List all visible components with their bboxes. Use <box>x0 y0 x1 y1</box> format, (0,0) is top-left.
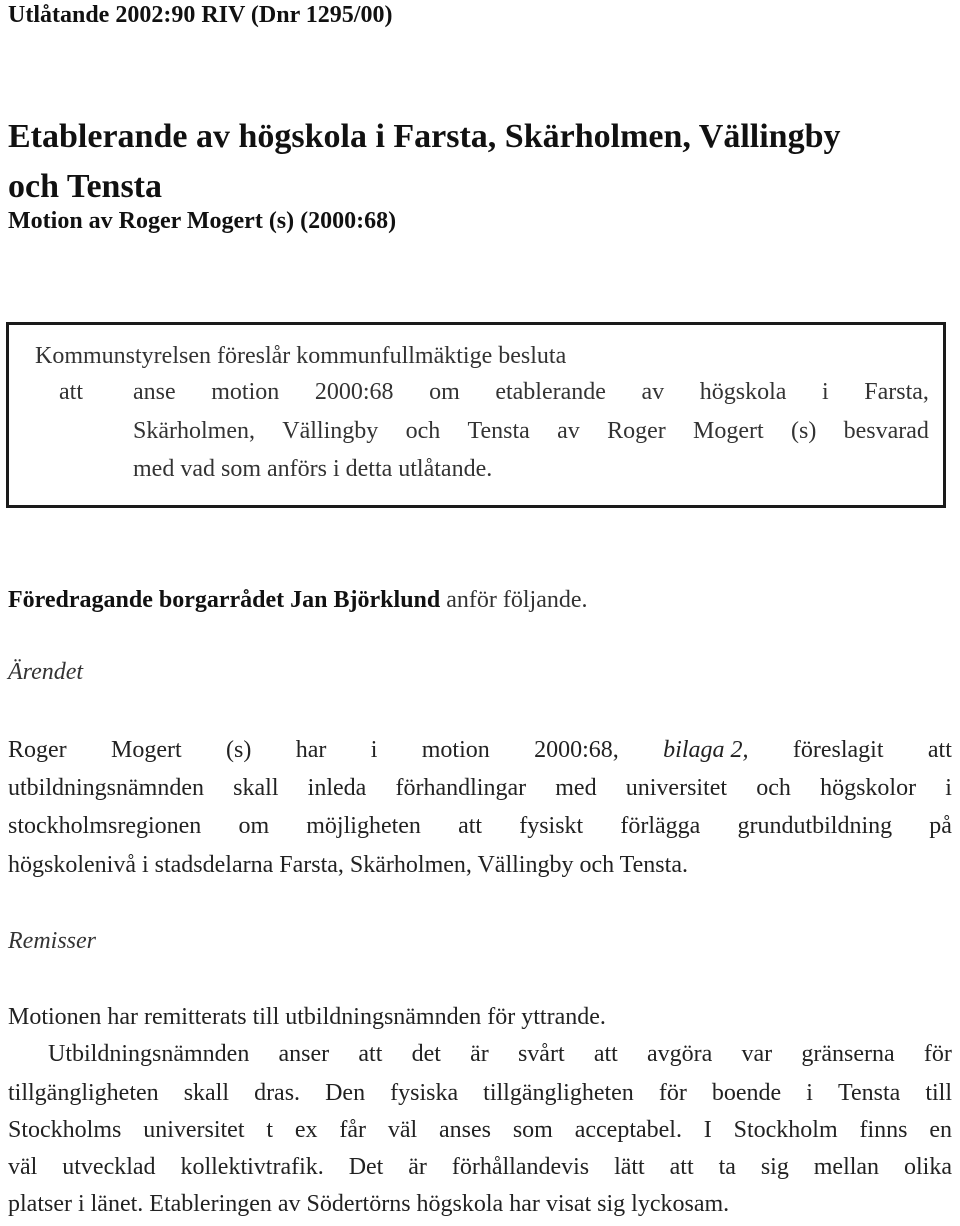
proposal-line-2 <box>133 418 929 445</box>
word: är <box>408 1154 427 1180</box>
word: fysiskt <box>519 813 584 839</box>
word: utbildningsnämnden <box>8 775 204 801</box>
remisser-line-2 <box>48 1041 952 1068</box>
word: får <box>339 1117 366 1143</box>
word: i <box>370 737 378 763</box>
word: skall <box>233 775 279 801</box>
title-line-1: Etablerande av högskola i Farsta, Skärholmen, Vällingby <box>8 118 841 155</box>
word: lätt <box>614 1154 645 1180</box>
word: etablerande <box>495 379 606 405</box>
word: Roger <box>8 737 67 763</box>
arendet-line-2 <box>8 775 952 802</box>
word: i <box>806 1080 813 1106</box>
word: som <box>512 1117 553 1143</box>
word: att <box>927 737 952 763</box>
word: boende <box>711 1080 782 1106</box>
word: Det <box>348 1154 384 1180</box>
proposal-intro: Kommunstyrelsen föreslår kommunfullmäktige besluta <box>35 343 567 369</box>
word: till <box>925 1080 952 1106</box>
word: väl <box>387 1117 418 1143</box>
word: det <box>411 1041 441 1067</box>
word: motion <box>211 379 280 405</box>
word: möjligheten <box>306 813 421 839</box>
word: fysiska <box>390 1080 459 1106</box>
arendet-line-1 <box>8 737 952 764</box>
word: med <box>555 775 597 801</box>
word: bilaga 2, <box>663 737 749 763</box>
word: av <box>557 418 580 444</box>
remisser-line-5 <box>8 1154 952 1181</box>
word: dras. <box>254 1080 301 1106</box>
word: tillgängligheten <box>483 1080 634 1106</box>
word: högskolor <box>820 775 917 801</box>
word: anser <box>278 1041 330 1067</box>
word: Skärholmen, <box>133 418 255 444</box>
word: finns <box>859 1117 908 1143</box>
word: besvarad <box>843 418 929 444</box>
word: att <box>593 1041 618 1067</box>
section-heading-arendet: Ärendet <box>8 659 84 685</box>
word: grundutbildning <box>737 813 893 839</box>
word: har <box>295 737 327 763</box>
word: på <box>929 813 952 839</box>
word: väl <box>8 1154 38 1180</box>
word: motion <box>421 737 490 763</box>
document-title <box>8 112 958 212</box>
title-line-2: och Tensta <box>8 168 162 205</box>
word: var <box>741 1041 773 1067</box>
word: en <box>929 1117 952 1143</box>
word: svårt <box>517 1041 565 1067</box>
presenter-line <box>8 587 588 614</box>
document-reference: Utlåtande 2002:90 RIV (Dnr 1295/00) <box>8 2 393 28</box>
word: för <box>658 1080 687 1106</box>
word: ex <box>294 1117 318 1143</box>
word: sig <box>760 1154 789 1180</box>
proposal-att-label: att <box>59 379 83 405</box>
word: att <box>669 1154 694 1180</box>
document-subtitle: Motion av Roger Mogert (s) (2000:68) <box>8 208 397 234</box>
word: Mogert <box>693 418 764 444</box>
proposal-box <box>6 322 946 508</box>
word: (s) <box>226 737 252 763</box>
word: I <box>703 1117 712 1143</box>
word: i <box>945 775 952 801</box>
word: anses <box>439 1117 491 1143</box>
word: anse <box>133 379 176 405</box>
word: förlägga <box>620 813 701 839</box>
word: är <box>470 1041 489 1067</box>
word: om <box>429 379 460 405</box>
word: skall <box>183 1080 230 1106</box>
word: (s) <box>790 418 817 444</box>
proposal-line-3: med vad som anförs i detta utlåtande. <box>133 456 493 482</box>
word: förhandlingar <box>395 775 527 801</box>
word: Tensta <box>837 1080 901 1106</box>
word: olika <box>903 1154 952 1180</box>
word: tillgängligheten <box>8 1080 159 1106</box>
presenter-rest: anför följande. <box>440 587 588 613</box>
word: stockholmsregionen <box>8 813 202 839</box>
word: 2000:68 <box>314 379 394 405</box>
word: universitet <box>625 775 728 801</box>
word: Stockholms <box>8 1117 122 1143</box>
word: högskola <box>699 379 787 405</box>
word: 2000:68, <box>534 737 619 763</box>
word: om <box>238 813 270 839</box>
word: och <box>756 775 791 801</box>
word: Mogert <box>111 737 182 763</box>
word: mellan <box>813 1154 880 1180</box>
word: Den <box>325 1080 366 1106</box>
word: kollektivtrafik. <box>180 1154 324 1180</box>
word: t <box>266 1117 274 1143</box>
proposal-line-1 <box>133 379 929 406</box>
word: att <box>358 1041 383 1067</box>
arendet-line-4: högskolenivå i stadsdelarna Farsta, Skärholmen, Vällingby och Tensta. <box>8 852 688 878</box>
arendet-line-3 <box>8 813 952 840</box>
word: för <box>923 1041 952 1067</box>
word: Vällingby <box>282 418 379 444</box>
word: Stockholm <box>733 1117 838 1143</box>
word: acceptabel. <box>574 1117 682 1143</box>
word: och <box>405 418 441 444</box>
word: Tensta <box>467 418 530 444</box>
word: Roger <box>607 418 666 444</box>
word: att <box>458 813 483 839</box>
word: universitet <box>143 1117 245 1143</box>
word: i <box>821 379 829 405</box>
word: Farsta, <box>864 379 929 405</box>
presenter-name: Föredragande borgarrådet Jan Björklund <box>8 587 441 613</box>
word: förhållandevis <box>451 1154 590 1180</box>
word: ta <box>718 1154 736 1180</box>
word: av <box>641 379 665 405</box>
remisser-line-3 <box>8 1080 952 1107</box>
word: gränserna <box>801 1041 895 1067</box>
word: föreslagit <box>792 737 884 763</box>
section-heading-remisser: Remisser <box>8 928 96 954</box>
word: utvecklad <box>62 1154 156 1180</box>
remisser-line-1: Motionen har remitterats till utbildningsnämnden för yttrande. <box>8 1004 606 1030</box>
remisser-line-6: platser i länet. Etableringen av Södertörns högskola har visat sig lyckosam. <box>8 1191 730 1217</box>
remisser-line-4 <box>8 1117 952 1144</box>
word: Utbildningsnämnden <box>48 1041 250 1067</box>
word: inleda <box>307 775 367 801</box>
word: avgöra <box>647 1041 713 1067</box>
